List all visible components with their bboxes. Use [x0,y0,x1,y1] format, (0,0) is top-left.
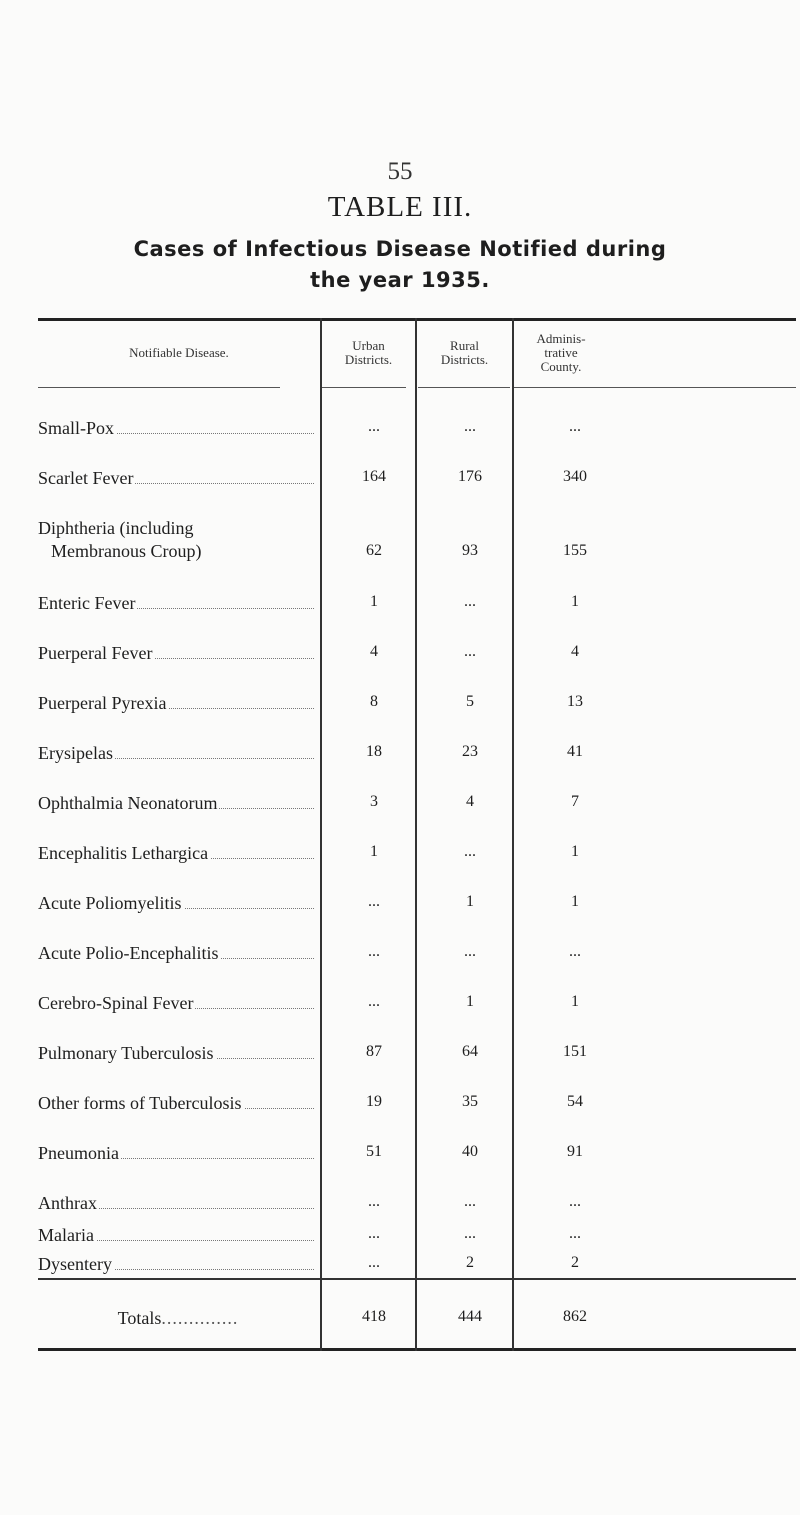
totals-urban: 418 [362,1308,386,1325]
rural-value: 4 [466,793,474,810]
urban-value: 62 [366,542,382,559]
admin-value: 1 [571,593,579,610]
admin-value: 7 [571,793,579,810]
column-divider [415,318,417,1351]
disease-name: Malaria [38,1225,318,1246]
disease-name: Diphtheria (including Membranous Croup) [38,518,318,565]
disease-name: Cerebro-Spinal Fever [38,993,318,1014]
rural-value: 40 [462,1143,478,1160]
admin-value: 54 [567,1093,583,1110]
admin-value: 41 [567,743,583,760]
table-subtitle-line1: Cases of Infectious Disease Notified during [133,237,667,261]
rural-value: 93 [462,542,478,559]
rural-value: 2 [466,1254,474,1271]
totals-rural: 444 [458,1308,482,1325]
disease-name: Small-Pox [38,418,318,439]
urban-value: ... [368,1254,380,1271]
page-number: 55 [387,158,413,185]
header-admin: Adminis- trative County. [536,330,586,374]
admin-value: 1 [571,893,579,910]
urban-value: ... [368,943,380,960]
disease-name: Ophthalmia Neonatorum [38,793,318,814]
disease-name: Acute Polio-Encephalitis [38,943,318,964]
admin-value: ... [569,1225,581,1242]
urban-value: 164 [362,468,386,485]
urban-value: 8 [370,693,378,710]
header-disease: Notifiable Disease. [129,344,229,360]
rural-value: ... [464,943,476,960]
urban-value: 18 [366,743,382,760]
rural-value: 64 [462,1043,478,1060]
disease-name: Encephalitis Lethargica [38,843,318,864]
header-rule [514,387,796,388]
rural-value: ... [464,1193,476,1210]
disease-name: Pulmonary Tuberculosis [38,1043,318,1064]
admin-value: 1 [571,843,579,860]
urban-value: 1 [370,593,378,610]
column-divider [512,318,514,1351]
rural-value: ... [464,593,476,610]
table-title: TABLE III. [327,191,473,223]
urban-value: 19 [366,1093,382,1110]
disease-name: Anthrax [38,1193,318,1214]
admin-value: 91 [567,1143,583,1160]
urban-value: 51 [366,1143,382,1160]
rural-value: 35 [462,1093,478,1110]
urban-value: ... [368,893,380,910]
rural-value: 1 [466,993,474,1010]
urban-value: ... [368,1225,380,1242]
rural-value: ... [464,418,476,435]
rural-value: 1 [466,893,474,910]
table-subtitle-line2: the year 1935. [310,268,490,292]
disease-name: Dysentery [38,1254,318,1275]
rural-value: ... [464,643,476,660]
disease-name: Puerperal Pyrexia [38,693,318,714]
header-urban: Urban Districts. [344,337,393,367]
rural-value: 23 [462,743,478,760]
rural-value: 5 [466,693,474,710]
urban-value: 87 [366,1043,382,1060]
disease-name: Scarlet Fever [38,468,318,489]
header-rule [322,387,406,388]
rural-value: 176 [458,468,482,485]
notification-table [38,318,796,1353]
header-rural: Rural Districts. [440,337,489,367]
admin-value: 340 [563,468,587,485]
urban-value: ... [368,418,380,435]
rural-value: ... [464,843,476,860]
admin-value: 4 [571,643,579,660]
admin-value: 1 [571,993,579,1010]
header-rule [38,387,280,388]
column-divider [320,318,322,1351]
admin-value: ... [569,418,581,435]
totals-rule [38,1278,796,1280]
urban-value: 4 [370,643,378,660]
admin-value: 13 [567,693,583,710]
urban-value: ... [368,1193,380,1210]
table-bottom-rule [38,1348,796,1351]
disease-name: Erysipelas [38,743,318,764]
disease-name: Enteric Fever [38,593,318,614]
admin-value: ... [569,943,581,960]
admin-value: 2 [571,1254,579,1271]
disease-name: Other forms of Tuberculosis [38,1093,318,1114]
rural-value: ... [464,1225,476,1242]
admin-value: 151 [563,1043,587,1060]
urban-value: 1 [370,843,378,860]
admin-value: ... [569,1193,581,1210]
disease-name: Pneumonia [38,1143,318,1164]
totals-label: Totals.............. [117,1308,239,1328]
totals-admin: 862 [563,1308,587,1325]
urban-value: 3 [370,793,378,810]
admin-value: 155 [563,542,587,559]
disease-name: Puerperal Fever [38,643,318,664]
disease-name: Acute Poliomyelitis [38,893,318,914]
header-rule [418,387,510,388]
urban-value: ... [368,993,380,1010]
